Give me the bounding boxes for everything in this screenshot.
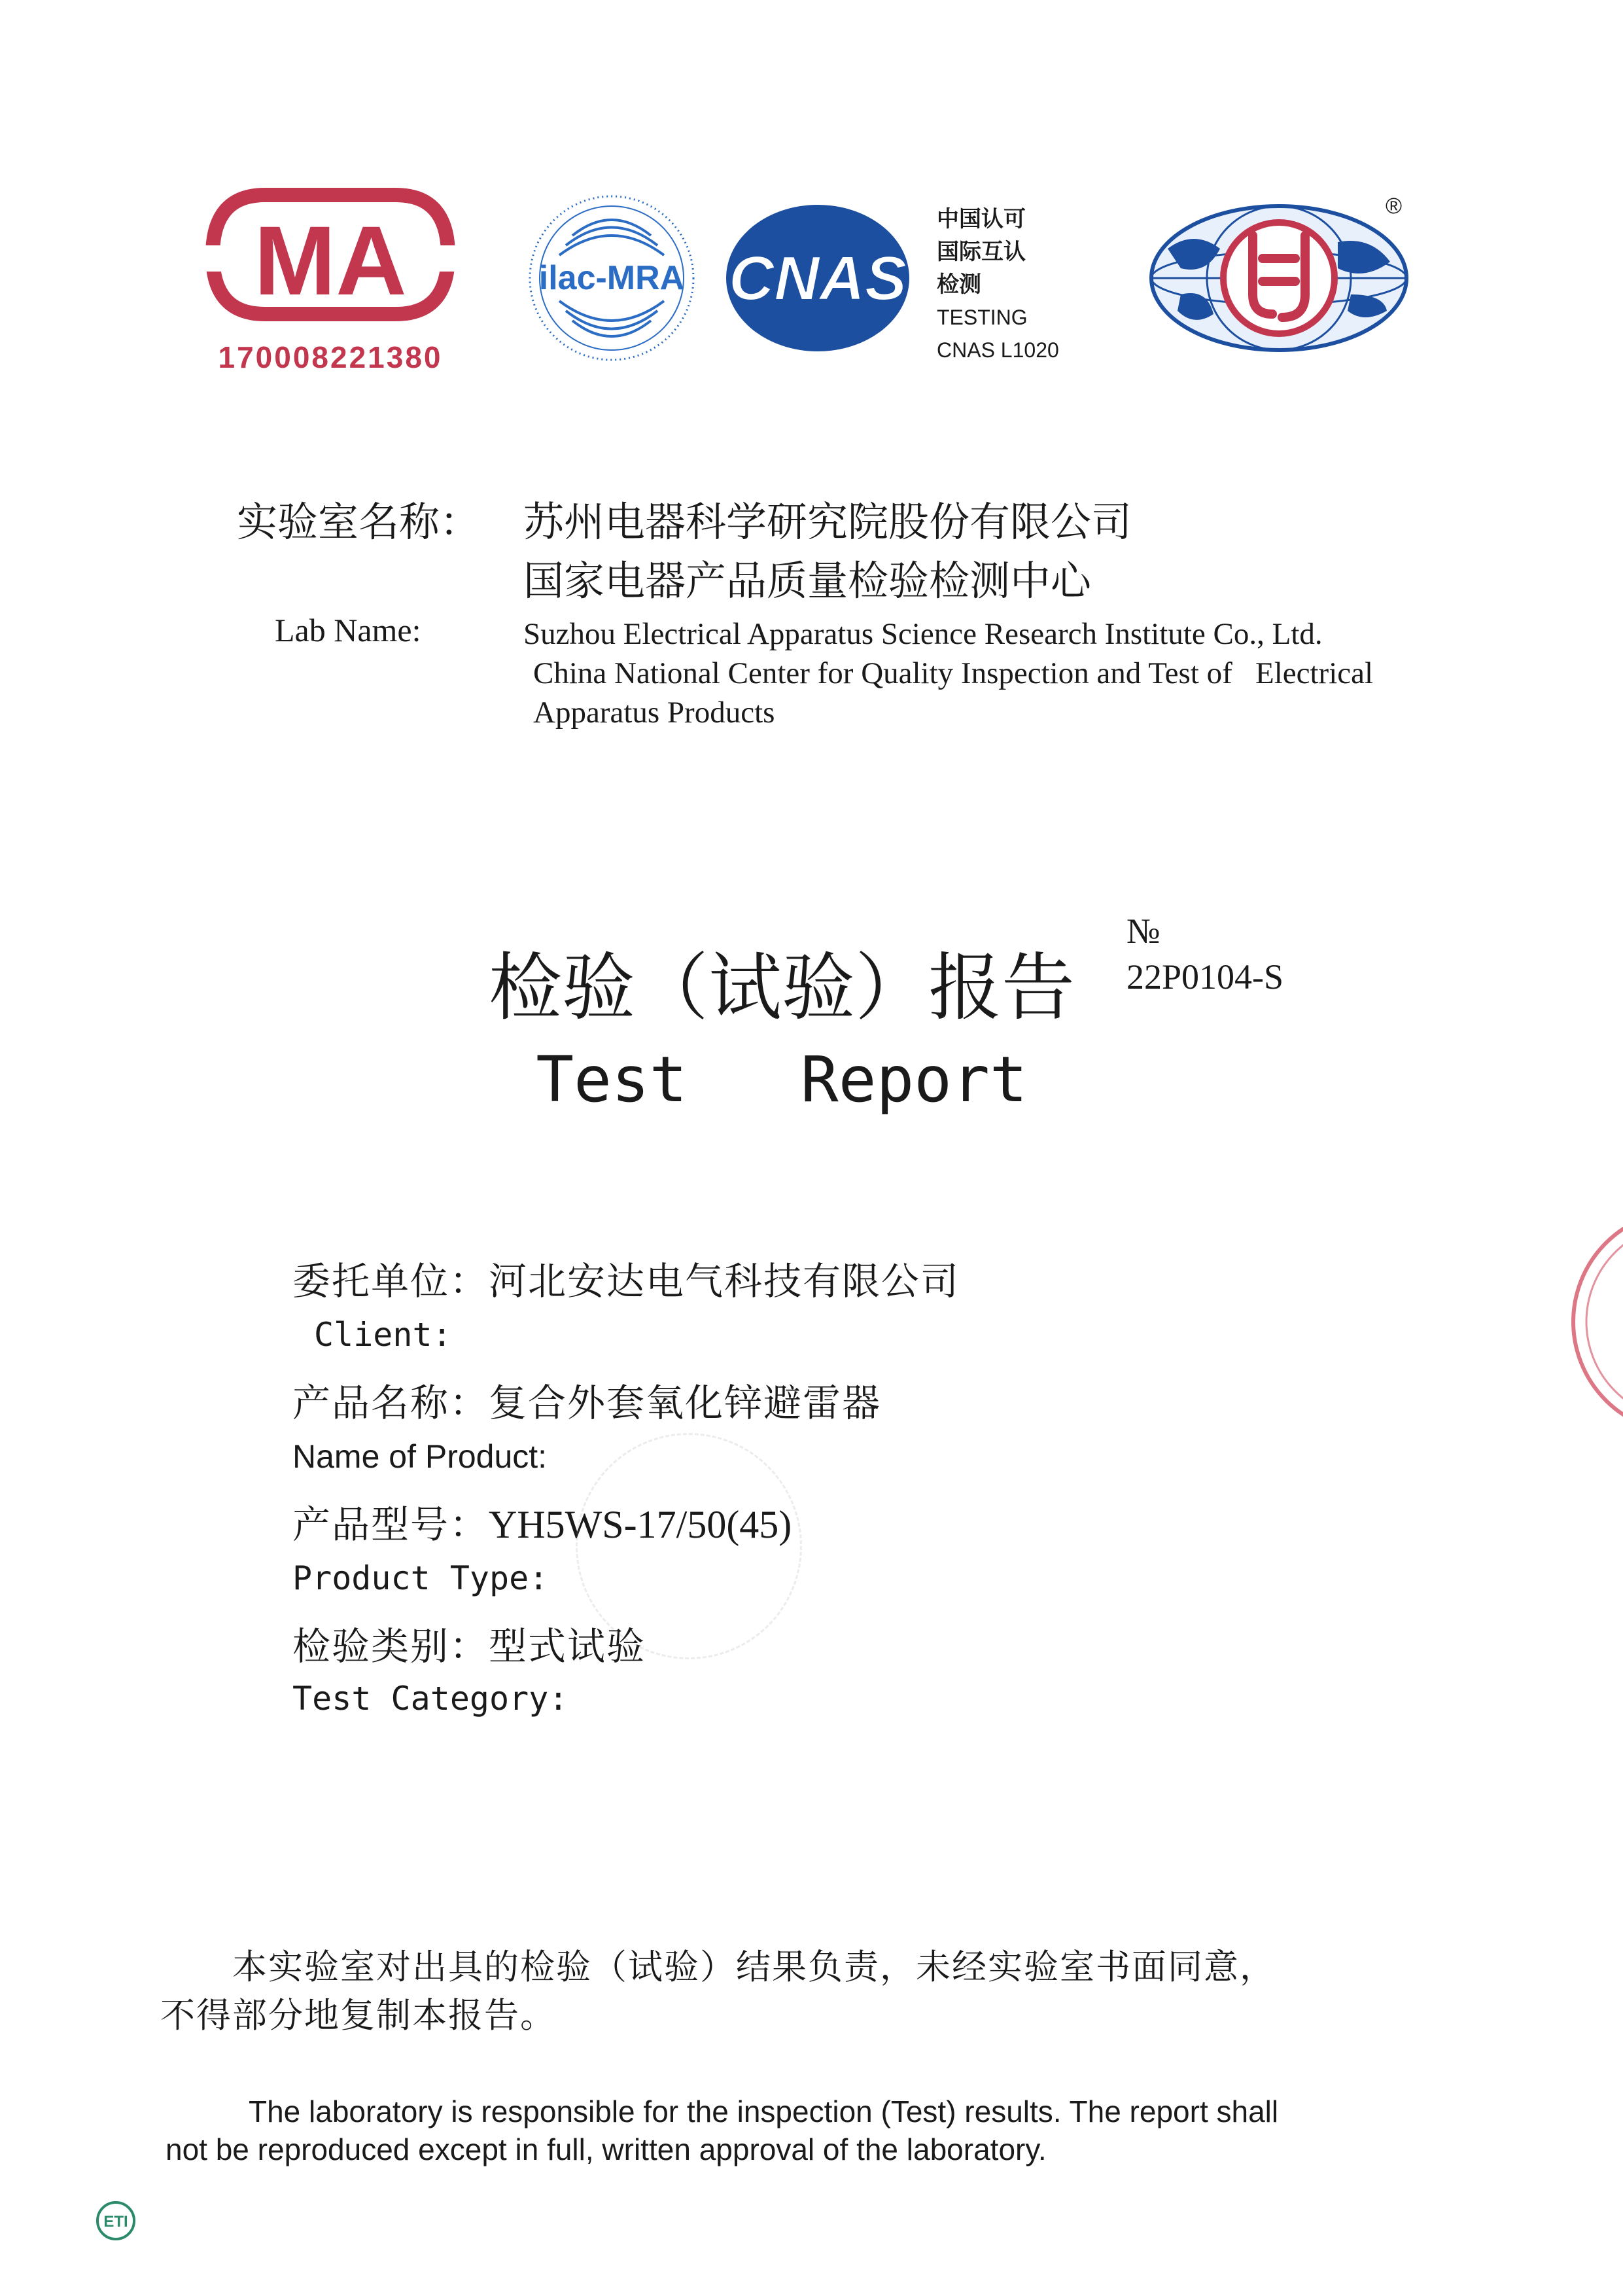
globe-logo (1142, 196, 1416, 360)
lab-name-en-3: Apparatus Products (533, 696, 775, 730)
report-title-en: Test Report (536, 1043, 1028, 1116)
lab-name-en-1: Suzhou Electrical Apparatus Science Research Institute Co., Ltd. (523, 617, 1323, 651)
lab-label-cn: 实验室名称： (237, 498, 481, 546)
product-type-value: YH5WS-17/50(45) (489, 1503, 792, 1546)
client-en: Client: (314, 1316, 452, 1354)
eti-mark-text: ETI (103, 2213, 128, 2231)
eti-mark (95, 2200, 137, 2242)
product-name-en: Name of Product: (292, 1438, 548, 1475)
notice-cn-line1: 本实验室对出具的检验（试验）结果负责，未经实验室书面同意， (232, 1947, 1276, 1987)
notice-en-line1: The laboratory is responsible for the inspection (Test) results. The report shall (249, 2094, 1279, 2128)
ilac-mra-logo (523, 190, 700, 366)
lab-name-cn-2: 国家电器产品质量检验检测中心 (523, 557, 1092, 605)
cma-number: 170008221380 (218, 340, 443, 374)
cma-text: MA (254, 205, 407, 315)
cnas-caption-line3: 检测 (937, 272, 981, 298)
cnas-caption (937, 203, 1100, 366)
lab-name-en-2: China National Center for Quality Inspection and Test of Electrical (533, 656, 1374, 690)
report-number-value: 22P0104-S (1126, 957, 1284, 997)
product-type-en: Product Type: (292, 1559, 549, 1597)
cnas-caption-line2: 国际互认 (937, 239, 1026, 265)
notice-cn-line2: 不得部分地复制本报告。 (160, 1996, 556, 2036)
registered-mark: ® (1386, 194, 1403, 219)
lab-label-en: Lab Name: (275, 612, 421, 648)
report-number-prefix: № (1126, 911, 1161, 951)
test-category-en: Test Category: (292, 1680, 568, 1718)
product-name-cn: 产品名称：复合外套氧化锌避雷器 (292, 1381, 882, 1425)
client-cn: 委托单位：河北安达电气科技有限公司 (292, 1259, 960, 1303)
cma-logo (200, 183, 461, 380)
test-category-cn: 检验类别：型式试验 (292, 1624, 646, 1669)
cnas-logo (720, 196, 916, 360)
cnas-text: CNAS (728, 243, 907, 313)
red-seal-edge (1567, 1204, 1623, 1439)
product-type-cn: 产品型号： (292, 1502, 489, 1547)
cnas-caption-line4: TESTING (937, 306, 1028, 329)
report-title-cn: 检验（试验）报告 (489, 945, 1075, 1031)
ilac-text: ilac-MRA (538, 259, 685, 297)
cnas-caption-line5: CNAS L1020 (937, 338, 1059, 362)
cnas-caption-line1: 中国认可 (937, 206, 1026, 232)
faint-stamp (576, 1433, 802, 1659)
lab-name-cn-1: 苏州电器科学研究院股份有限公司 (523, 498, 1132, 546)
notice-en-line2: not be reproduced except in full, written approval of the laboratory. (166, 2132, 1047, 2166)
